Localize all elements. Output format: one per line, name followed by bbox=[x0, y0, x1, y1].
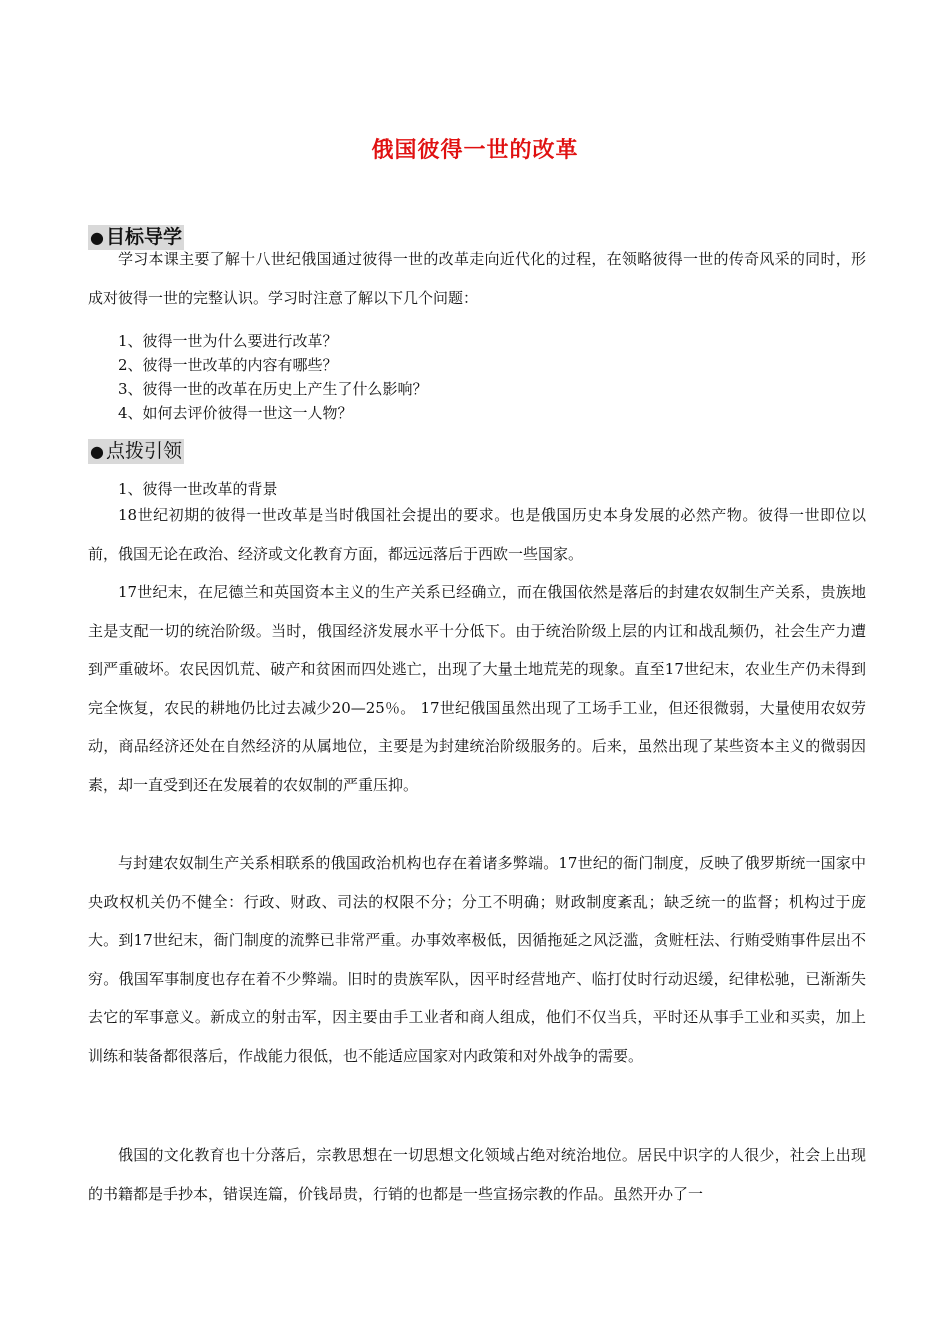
section-heading-goals-text: 目标导学 bbox=[105, 226, 182, 248]
goals-intro: 学习本课主要了解十八世纪俄国通过彼得一世的改革走向近代化的过程，在领略彼得一世的传奇风采的同时，形成对彼得一世的完整认识。学习时注意了解以下几个问题： bbox=[88, 250, 866, 307]
subheading-background: 1、彼得一世改革的背景 bbox=[118, 480, 278, 498]
section-heading-guidance-text: 点拨引领 bbox=[105, 440, 182, 462]
question-item: 4、如何去评价彼得一世这一人物？ bbox=[118, 404, 353, 422]
section-heading-guidance bbox=[88, 439, 184, 464]
paragraph-4: 俄国的文化教育也十分落后，宗教思想在一切思想文化领域占绝对统治地位。居民中识字的人很少，社会上出现的书籍都是手抄本，错误连篇，价钱昂贵，行销的也都是一些宣扬宗教的作品。虽然开办了一 bbox=[88, 1146, 866, 1203]
question-item: 3、彼得一世的改革在历史上产生了什么影响？ bbox=[118, 380, 428, 398]
question-item: 1、彼得一世为什么要进行改革？ bbox=[118, 332, 338, 350]
question-item: 2、彼得一世改革的内容有哪些？ bbox=[118, 356, 338, 374]
bullet-icon: ● bbox=[90, 442, 104, 461]
paragraph-2: 17世纪末，在尼德兰和英国资本主义的生产关系已经确立，而在俄国依然是落后的封建农奴制生产关系，贵族地主是支配一切的统治阶级。当时，俄国经济发展水平十分低下。由于统治阶级上层的内讧和战乱频仍，社会生产力遭到严重破坏。农民因饥荒、破产和贫困而四处逃亡，出现了大量土地荒芜的现象。直至17世纪末，农业生产仍未得到完全恢复，农民的耕地仍比过去减少20—25％。 17世纪俄国虽然出现了工场手工业，但还很微弱，大量使用农奴劳动，商品经济还处在自然经济的从属地位，主要是为封建统治阶级服务的。后来，虽然出现了某些资本主义的微弱因素，却一直受到还在发展着的农奴制的严重压抑。 bbox=[88, 583, 866, 794]
paragraph-3: 与封建农奴制生产关系相联系的俄国政治机构也存在着诸多弊端。17世纪的衙门制度，反映了俄罗斯统一国家中央政权机关仍不健全：行政、财政、司法的权限不分；分工不明确；财政制度紊乱；缺乏统一的监督；机构过于庞大。到17世纪末，衙门制度的流弊已非常严重。办事效率极低，因循拖延之风泛滥，贪赃枉法、行贿受贿事件层出不穷。俄国军事制度也存在着不少弊端。旧时的贵族军队，因平时经营地产、临打仗时行动迟缓，纪律松驰，已渐渐失去它的军事意义。新成立的射击军，因主要由手工业者和商人组成，他们不仅当兵，平时还从事手工业和买卖，加上训练和装备都很落后，作战能力很低，也不能适应国家对内政策和对外战争的需要。 bbox=[88, 854, 866, 1065]
paragraph-1: 18世纪初期的彼得一世改革是当时俄国社会提出的要求。也是俄国历史本身发展的必然产物。彼得一世即位以前，俄国无论在政治、经济或文化教育方面，都远远落后于西欧一些国家。 bbox=[88, 506, 866, 563]
page-title: 俄国彼得一世的改革 bbox=[371, 138, 579, 163]
bullet-icon: ● bbox=[90, 228, 104, 247]
